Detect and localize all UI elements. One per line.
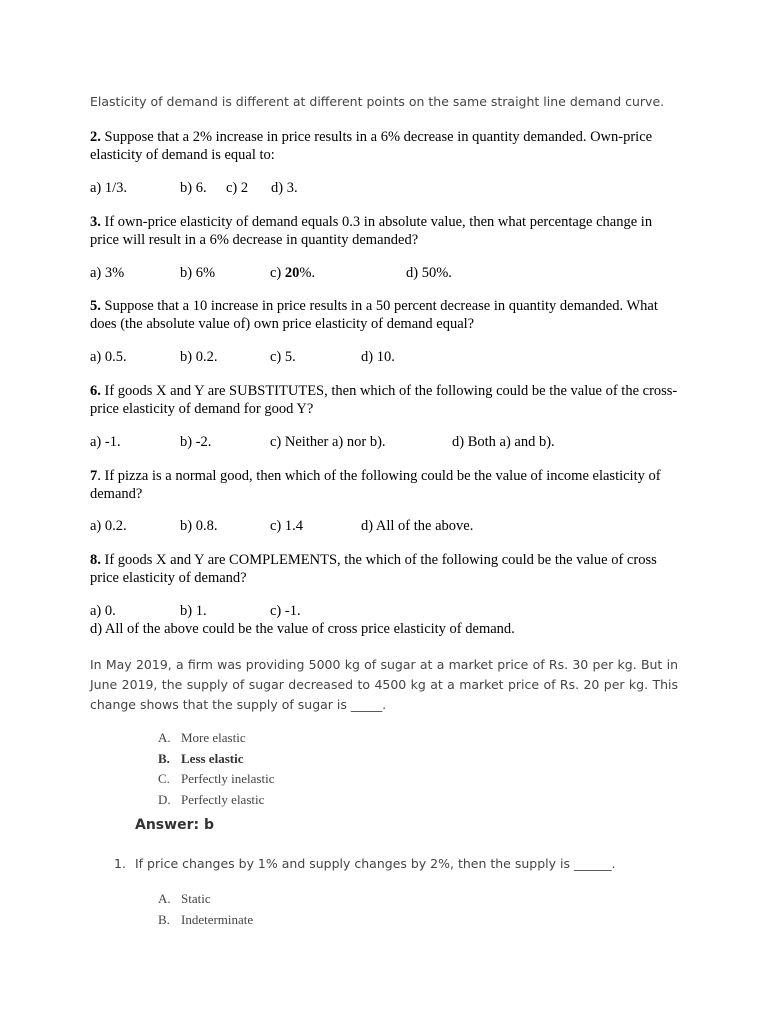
question-number: 2. bbox=[90, 129, 101, 145]
option-b: b) 0.2. bbox=[180, 349, 218, 365]
question-number: 1. bbox=[114, 856, 126, 871]
option-c-bold: 20 bbox=[284, 265, 300, 281]
choice-text: Perfectly elastic bbox=[181, 791, 265, 807]
option-a: a) 0.5. bbox=[90, 349, 127, 365]
question-text: If goods X and Y are SUBSTITUTES, then which of the following could be the value of the cross-price elasticity of demand for good Y? bbox=[90, 383, 678, 417]
option-b: b) -2. bbox=[180, 434, 212, 450]
choice-letter: A. bbox=[158, 891, 171, 906]
numbered-question bbox=[114, 856, 615, 871]
question-text: If price changes by 1% and supply changes by 2%, then the supply is ______. bbox=[135, 856, 616, 871]
option-d: d) Both a) and b). bbox=[452, 434, 555, 450]
question-5 bbox=[90, 297, 680, 333]
option-c: c) 1.4 bbox=[270, 518, 304, 534]
question-number: 6. bbox=[90, 383, 101, 399]
choice-text: Perfectly inelastic bbox=[181, 771, 275, 786]
choice-b bbox=[158, 749, 275, 770]
option-c: c) 5. bbox=[270, 349, 296, 365]
choice-c bbox=[158, 769, 275, 790]
choice-text: Indeterminate bbox=[181, 911, 254, 927]
choice-text: Less elastic bbox=[181, 750, 244, 766]
choice-text: More elastic bbox=[181, 730, 246, 745]
question-3-options bbox=[90, 264, 680, 282]
option-d: d) 3. bbox=[271, 180, 298, 196]
question-number: 7 bbox=[90, 468, 98, 484]
question-3 bbox=[90, 213, 680, 249]
question-8 bbox=[90, 551, 680, 587]
option-a: a) 3% bbox=[90, 265, 125, 281]
sugar-choices bbox=[158, 728, 275, 810]
intro-text: Elasticity of demand is different at different points on the same straight line demand curve. bbox=[90, 94, 665, 109]
choice-letter: C. bbox=[158, 771, 170, 786]
option-b: b) 1. bbox=[180, 603, 207, 619]
option-c: c) Neither a) nor b). bbox=[270, 434, 386, 450]
question-6 bbox=[90, 382, 680, 418]
option-c bbox=[270, 264, 315, 282]
choice-letter: B. bbox=[158, 750, 170, 766]
option-b: b) 6% bbox=[180, 265, 216, 281]
question-2 bbox=[90, 128, 680, 164]
choice-a bbox=[158, 889, 253, 910]
option-a: a) 1/3. bbox=[90, 180, 128, 196]
choice-a bbox=[158, 728, 275, 749]
question-7 bbox=[90, 467, 680, 503]
question-8-options bbox=[90, 602, 680, 620]
option-c: c) 2 bbox=[226, 180, 249, 196]
choice-d bbox=[158, 790, 275, 811]
question-5-options bbox=[90, 348, 680, 366]
question-number: 3. bbox=[90, 214, 101, 230]
choice-letter: D. bbox=[158, 791, 171, 807]
option-c-prefix: c) bbox=[270, 265, 285, 281]
question-text: Suppose that a 10 increase in price results in a 50 percent decrease in quantity demanded. What does (the absolute value of) own price elasticity of demand equal? bbox=[90, 298, 658, 332]
option-c: c) -1. bbox=[270, 603, 301, 619]
option-d: d) All of the above could be the value of cross price elasticity of demand. bbox=[90, 621, 515, 637]
option-d: d) All of the above. bbox=[361, 518, 474, 534]
question-7-options bbox=[90, 517, 680, 535]
option-b: b) 6. bbox=[180, 180, 207, 196]
option-a: a) -1. bbox=[90, 434, 121, 450]
next-choices bbox=[158, 889, 253, 930]
question-6-options bbox=[90, 433, 680, 451]
option-d: d) 50%. bbox=[406, 265, 452, 281]
question-2-options bbox=[90, 179, 680, 197]
option-a: a) 0. bbox=[90, 603, 116, 619]
option-b: b) 0.8. bbox=[180, 518, 218, 534]
option-a: a) 0.2. bbox=[90, 518, 127, 534]
choice-letter: B. bbox=[158, 911, 170, 927]
question-number: 5. bbox=[90, 298, 101, 314]
option-d: d) 10. bbox=[361, 349, 395, 365]
question-number: 8. bbox=[90, 552, 101, 568]
choice-text: Static bbox=[181, 891, 211, 906]
sugar-question: In May 2019, a firm was providing 5000 kg of sugar at a market price of Rs. 30 per kg. But in June 2019, the supply of sugar decreased to 4500 kg at a market price of Rs. 20 per kg. This change shows that the supply of sugar is _____. bbox=[90, 657, 678, 712]
question-text: If goods X and Y are COMPLEMENTS, the which of the following could be the value of cross price elasticity of demand? bbox=[90, 552, 657, 586]
answer-label: Answer: b bbox=[135, 817, 214, 833]
choice-letter: A. bbox=[158, 730, 171, 745]
question-text: . If pizza is a normal good, then which of the following could be the value of income elasticity of demand? bbox=[90, 468, 661, 502]
question-text: If own-price elasticity of demand equals 0.3 in absolute value, then what percentage change in price will result in a 6% decrease in quantity demanded? bbox=[90, 214, 653, 248]
option-c-suffix: %. bbox=[299, 265, 316, 281]
question-text: Suppose that a 2% increase in price results in a 6% decrease in quantity demanded. Own-price elasticity of demand is equal to: bbox=[90, 129, 653, 163]
choice-b bbox=[158, 910, 253, 931]
